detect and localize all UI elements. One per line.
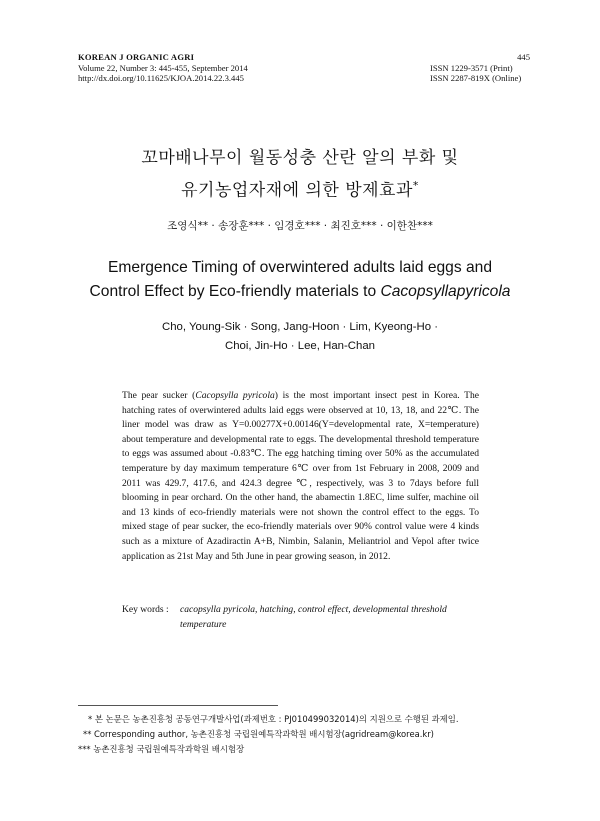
footnote-funding: * 본 논문은 농촌진흥청 공동연구개발사업(과제번호 : PJ010499032014)의 지원으로 수행된 과제임. bbox=[88, 714, 459, 724]
abstract-lead: The pear sucker ( bbox=[122, 390, 196, 401]
keywords-line1: cacopsylla pyricola, hatching, control effect, developmental threshold bbox=[180, 604, 447, 615]
keywords-label: Key words : bbox=[122, 604, 169, 615]
footnote-corresponding: ** Corresponding author, 농촌진흥청 국립원예특작과학원 배시험장(agridream@korea.kr) bbox=[83, 729, 434, 739]
journal-name: KOREAN J ORGANIC AGRI bbox=[78, 52, 195, 62]
english-authors-line1: Cho, Young-Sik · Song, Jang-Hoon · Lim, Kyeong-Ho · bbox=[161, 321, 439, 333]
keywords-line2: temperature bbox=[180, 618, 227, 630]
korean-title bbox=[60, 145, 540, 205]
keywords bbox=[122, 603, 482, 632]
footnotes bbox=[78, 712, 548, 757]
english-title-line1: Emergence Timing of overwintered adults laid eggs and bbox=[108, 259, 492, 276]
footnote-divider bbox=[78, 705, 278, 706]
english-authors bbox=[60, 318, 540, 356]
english-title bbox=[40, 256, 560, 304]
abstract-body: ) is the most important insect pest in Korea. The hatching rates of overwintered adults laid eggs were observed at 10, 13, 18, and 22℃. The liner model was draw as Y=0.00277X+0.00146(Y=developmental rate, X=temperature) about temperature and developmental rate to eggs. The developmental threshold temperature to eggs was assumed about -0.83℃. The egg hatching timing over 50% as the accumulated temperature by day maximum temperature 6℃ over from 1st February in 2008, 2009 and 2011 was 429.7, 417.6, and 424.3 degree ℃, respectively, was 3 to 7days before full blooming in pear orchard. On the other hand, the abamectin 1.8EC, lime sulfer, machine oil and 13 kinds of eco-friendly materials were not shown the control effect to the eggs. To mixed stage of pear sucker, the eco-friendly materials over 90% control value were 4 kinds such as a mixture of Azadiractin A+B, Nimbin, Salanin, Meliantriol and Vepol after twice application as 21st May and 5th June in pear growing season, in 2012. bbox=[122, 390, 479, 562]
abstract-species: Cacopsylla pyricola bbox=[195, 390, 275, 401]
issn-print: ISSN 1229-3571 (Print) bbox=[430, 62, 513, 73]
english-authors-line2: Choi, Jin-Ho · Lee, Han-Chan bbox=[224, 340, 376, 352]
korean-title-line1: 꼬마배나무이 월동성충 산란 알의 부화 및 bbox=[141, 148, 459, 168]
journal-header bbox=[78, 52, 398, 84]
volume-line: Volume 22, Number 3: 445-455, September 2014 bbox=[78, 62, 248, 73]
page-number: 445 bbox=[517, 52, 530, 62]
abstract bbox=[122, 389, 479, 564]
issn-block bbox=[430, 52, 530, 84]
korean-authors: 조영식** · 송장훈*** · 임경호*** · 최진호*** · 이한찬*** bbox=[167, 220, 433, 232]
title-footnote-marker: * bbox=[412, 179, 419, 192]
footnote-affiliation: *** 농촌진흥청 국립원예특작과학원 배시험장 bbox=[78, 744, 245, 754]
issn-online: ISSN 2287-819X (Online) bbox=[430, 73, 522, 84]
doi-link[interactable]: http://dx.doi.org/10.11625/KJOA.2014.22.3.445 bbox=[78, 73, 244, 84]
korean-title-line2: 유기농업자재에 의한 방제효과 bbox=[181, 180, 413, 201]
english-title-line2: Control Effect by Eco-friendly materials to bbox=[89, 283, 381, 300]
english-title-species: Cacopsyllapyricola bbox=[380, 283, 511, 300]
